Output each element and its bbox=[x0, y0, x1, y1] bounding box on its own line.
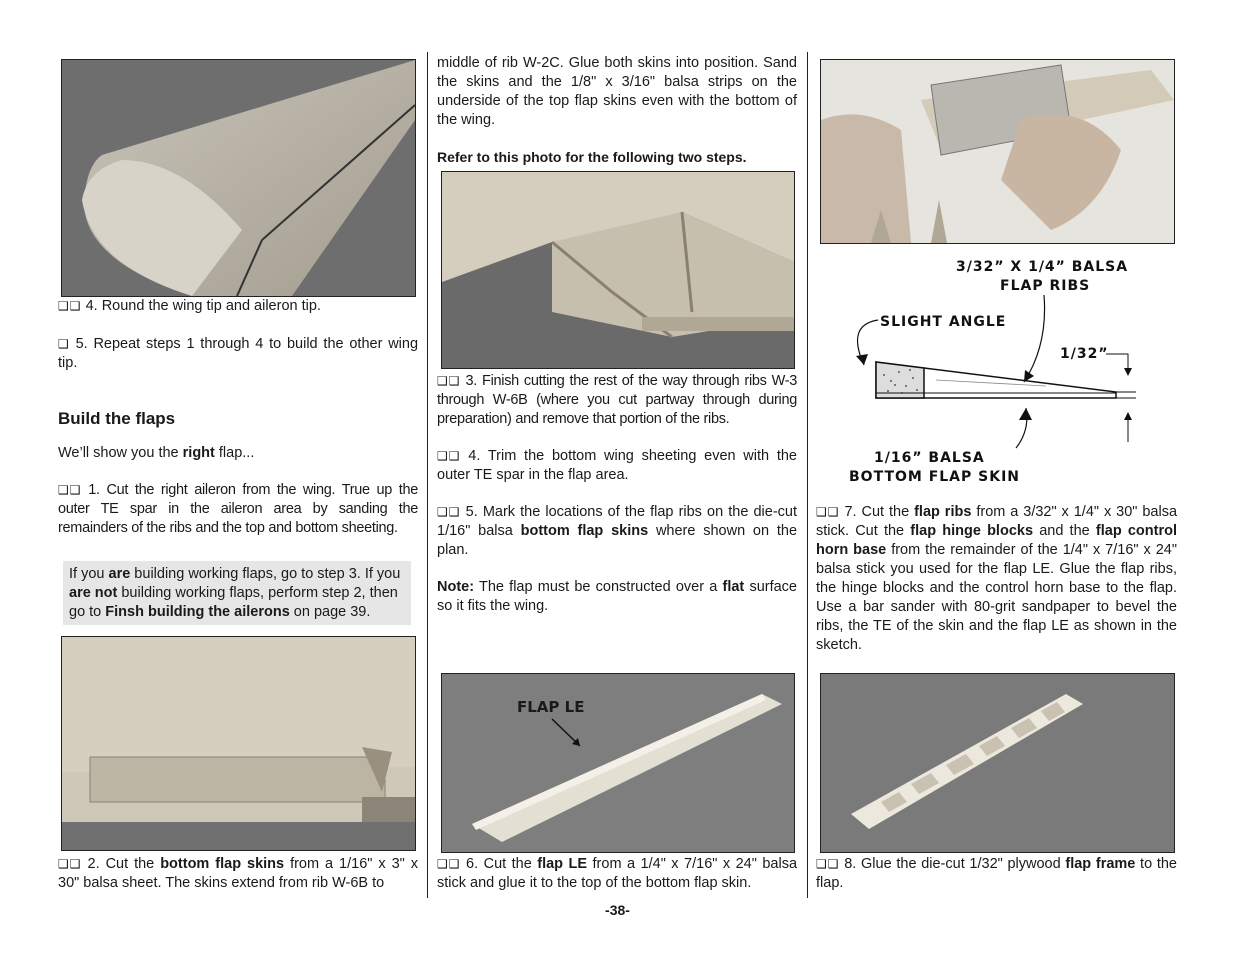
checkbox-icon[interactable]: ❑ bbox=[448, 449, 461, 463]
col1-intro: We’ll show you the right flap... bbox=[58, 445, 255, 461]
sketch-label-skin-1: 1/16” BALSA bbox=[874, 450, 985, 466]
col3-step8: ❑❑ 8. Glue the die-cut 1/32" plywood flap frame to the flap. bbox=[816, 856, 1177, 891]
col3-step7: ❑❑ 7. Cut the flap ribs from a 3/32" x 1/4" x 30" balsa stick. Cut the flap hinge blocks and the flap control horn base from the remainder of the 1/4" x 7/16" x 24" balsa stick you used for the flap LE. Glue the flap ribs, the hinge blocks and the control horn base to the flap. Use a bar sander with 80-grit sandpaper to bevel the ribs, the TE of the skin and the flap LE as shown in the sketch. bbox=[816, 504, 1178, 653]
checkbox-icon[interactable]: ❑ bbox=[69, 857, 82, 871]
checkbox-icon[interactable]: ❑ bbox=[437, 449, 449, 463]
col2-step3: ❑❑ 3. Finish cutting the rest of the way through ribs W-3 through W-6B (where you cut partway through during preparation) and remove that portion of the ribs. bbox=[437, 373, 797, 427]
checkbox-icon[interactable]: ❑ bbox=[437, 505, 449, 519]
checkbox-icon[interactable]: ❑ bbox=[69, 299, 82, 313]
checkbox-icon[interactable]: ❑ bbox=[448, 505, 461, 519]
checkbox-icon[interactable]: ❑ bbox=[58, 299, 70, 313]
sketch-label-skin-2: BOTTOM FLAP SKIN bbox=[849, 469, 1021, 485]
sketch-label-ribs-1: 3/32” X 1/4” BALSA bbox=[956, 259, 1129, 275]
checkbox-icon[interactable]: ❑ bbox=[827, 857, 840, 871]
col1-step1: ❑❑ 1. Cut the right aileron from the wing. True up the outer TE spar in the aileron area by sanding the remainders of the ribs and the top and bottom sheeting. bbox=[58, 482, 418, 536]
checkbox-icon[interactable]: ❑ bbox=[69, 483, 82, 497]
checkbox-icon[interactable]: ❑ bbox=[816, 505, 828, 519]
flap-bevel-sketch bbox=[816, 250, 1177, 490]
col1-step2: ❑❑ 2. Cut the bottom flap skins from a 1/16" x 3" x 30" balsa sheet. The skins extend from rib W-6B to bbox=[58, 856, 419, 891]
col2-step6: ❑❑ 6. Cut the flap LE from a 1/4" x 7/16" x 24" balsa stick and glue it to the top of the bottom flap skin. bbox=[437, 856, 798, 891]
photo-bottom-flap-skins bbox=[61, 636, 416, 851]
checkbox-icon[interactable]: ❑ bbox=[448, 374, 461, 388]
checkbox-icon[interactable]: ❑ bbox=[58, 483, 70, 497]
col2-continuation: middle of rib W-2C. Glue both skins into position. Sand the skins and the 1/8" x 3/16" balsa strips on the underside of the top flap skins even with the bottom of the wing. bbox=[437, 55, 797, 128]
sketch-label-angle: SLIGHT ANGLE bbox=[880, 314, 1007, 330]
column-divider-right bbox=[807, 52, 808, 898]
checkbox-icon[interactable]: ❑ bbox=[58, 337, 70, 351]
photo-label-flap-le: FLAP LE bbox=[517, 698, 585, 716]
page-number: -38- bbox=[605, 902, 630, 918]
sketch-label-thickness: 1/32” bbox=[1060, 346, 1109, 362]
section-heading: Build the flaps bbox=[58, 409, 176, 428]
photo-flap-le bbox=[441, 673, 795, 853]
col1-step4: ❑❑ 4. Round the wing tip and aileron tip. bbox=[58, 298, 321, 314]
checkbox-icon[interactable]: ❑ bbox=[437, 374, 449, 388]
col2-step5: ❑❑ 5. Mark the locations of the flap ribs on the die-cut 1/16" balsa bottom flap skins where shown on the plan. bbox=[437, 504, 798, 558]
note-box: If you are building working flaps, go to step 3. If you are not building working flaps, perform step 2, then go to Finsh building the ailerons on page 39. bbox=[63, 561, 411, 625]
column-divider-left bbox=[427, 52, 428, 898]
photo-flap-frame bbox=[820, 673, 1175, 853]
sketch-label-ribs-2: FLAP RIBS bbox=[1000, 278, 1091, 294]
col1-step5: ❑ 5. Repeat steps 1 through 4 to build the other wing tip. bbox=[58, 336, 419, 371]
checkbox-icon[interactable]: ❑ bbox=[58, 857, 70, 871]
checkbox-icon[interactable]: ❑ bbox=[816, 857, 828, 871]
col2-note: Note: The flap must be constructed over a flat surface so it fits the wing. bbox=[437, 579, 797, 614]
checkbox-icon[interactable]: ❑ bbox=[448, 857, 461, 871]
col2-refer: Refer to this photo for the following two steps. bbox=[437, 149, 747, 165]
checkbox-icon[interactable]: ❑ bbox=[827, 505, 840, 519]
checkbox-icon[interactable]: ❑ bbox=[437, 857, 449, 871]
photo-flap-ribs-cut bbox=[441, 171, 795, 369]
photo-bar-sander bbox=[820, 59, 1175, 244]
photo-wing-tip bbox=[61, 59, 416, 297]
col2-step4: ❑❑ 4. Trim the bottom wing sheeting even with the outer TE spar in the flap area. bbox=[437, 448, 797, 483]
